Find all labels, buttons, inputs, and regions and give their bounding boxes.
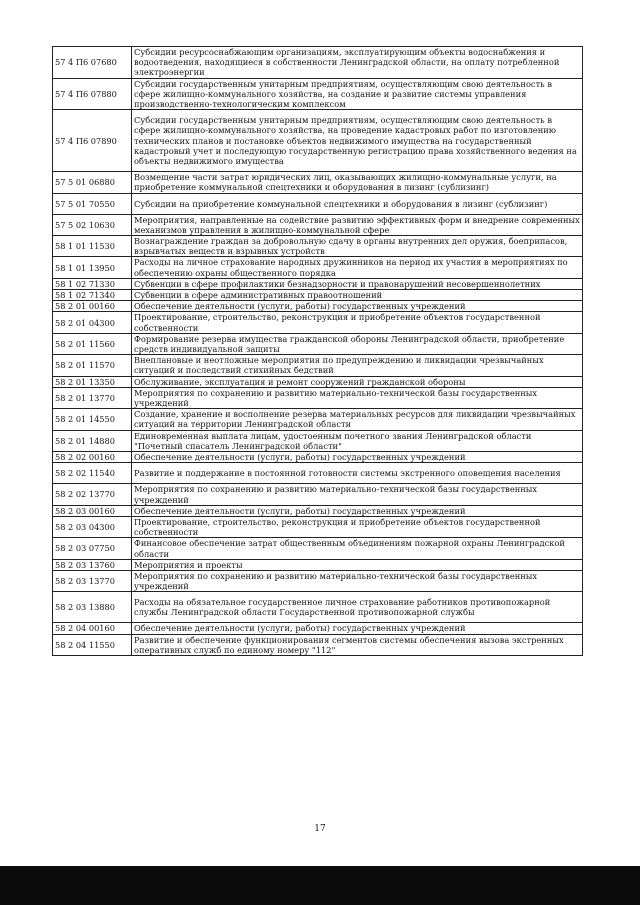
row-code: 58 2 01 14880 [53, 430, 132, 451]
row-code: 58 2 04 11550 [53, 634, 132, 655]
row-code: 58 1 02 71340 [53, 290, 132, 301]
row-description: Расходы на личное страхование народных дружинников на период их участия в мероприятиях по обеспечению охраны общественного порядка [132, 257, 583, 278]
row-description: Обеспечение деятельности (услуги, работы) государственных учреждений [132, 452, 583, 463]
row-description: Мероприятия и проекты [132, 559, 583, 570]
table-row [53, 78, 583, 110]
row-description: Субвенции в сфере профилактики безнадзорности и правонарушений несовершеннолетних [132, 278, 583, 289]
row-description: Обслуживание, эксплуатация и ремонт сооружений гражданской обороны [132, 376, 583, 387]
table-row [53, 570, 583, 591]
row-code: 58 2 02 13770 [53, 484, 132, 505]
row-code: 58 2 03 07750 [53, 538, 132, 559]
row-description: Субсидии ресурсоснабжающим организациям, эксплуатирующим объекты водоснабжения и водоотведения, находящиеся в собственности Ленинградской области, на оплату потребленной электроэнергии [132, 47, 583, 79]
row-code: 57 5 02 10630 [53, 214, 132, 235]
row-code: 57 4 П6 07680 [53, 47, 132, 79]
row-code: 57 4 П6 07880 [53, 78, 132, 110]
row-description: Внеплановые и неотложные мероприятия по предупреждению и ликвидации чрезвычайных ситуаций и последствий стихийных бедствий [132, 355, 583, 376]
row-code: 57 5 01 70550 [53, 193, 132, 214]
table-row [53, 376, 583, 387]
row-code: 58 2 01 11570 [53, 355, 132, 376]
row-code: 58 1 02 71330 [53, 278, 132, 289]
row-description: Финансовое обеспечение затрат общественным объединениям пожарной охраны Ленинградской области [132, 538, 583, 559]
table-row [53, 301, 583, 312]
table-row [53, 257, 583, 278]
table-row [53, 236, 583, 257]
row-description: Создание, хранение и восполнение резерва материальных ресурсов для ликвидации чрезвычайных ситуаций на территории Ленинградской области [132, 409, 583, 430]
table-row [53, 355, 583, 376]
table-row [53, 312, 583, 333]
row-description: Мероприятия по сохранению и развитию материально-технической базы государственных учреждений [132, 387, 583, 408]
table-row [53, 290, 583, 301]
table-row [53, 452, 583, 463]
table-row [53, 193, 583, 214]
row-description: Субсидии на приобретение коммунальной спецтехники и оборудования в лизинг (сублизинг) [132, 193, 583, 214]
table-row [53, 484, 583, 505]
row-description: Обеспечение деятельности (услуги, работы) государственных учреждений [132, 505, 583, 516]
row-code: 58 2 03 13770 [53, 570, 132, 591]
row-description: Мероприятия, направленные на содействие развитию эффективных форм и внедрение современных механизмов управления в жилищно-коммунальной сфере [132, 214, 583, 235]
table-row [53, 463, 583, 484]
row-description: Вознаграждение граждан за добровольную сдачу в органы внутренних дел оружия, боеприпасов, взрывчатых веществ и взрывных устройств [132, 236, 583, 257]
row-description: Единовременная выплата лицам, удостоенным почетного звания Ленинградской области "Почетный спасатель Ленинградской области" [132, 430, 583, 451]
row-description: Возмещение части затрат юридических лиц, оказывающих жилищно-коммунальные услуги, на приобретение коммунальной спецтехники и оборудования в лизинг (сублизинг) [132, 172, 583, 193]
row-description: Обеспечение деятельности (услуги, работы) государственных учреждений [132, 301, 583, 312]
row-description: Субсидии государственным унитарным предприятиям, осуществляющим свою деятельность в сфере жилищно-коммунального хозяйства, на проведение кадастровых работ по изготовлению технических планов и постановке объектов недвижимого имущества на государственный кадастровый учет и последующую государственную регистрацию права хозяйственного ведения на объекты недвижимого имущества [132, 110, 583, 172]
row-description: Субвенции в сфере административных правоотношений [132, 290, 583, 301]
row-code: 57 4 П6 07890 [53, 110, 132, 172]
row-code: 58 2 01 14550 [53, 409, 132, 430]
row-description: Обеспечение деятельности (услуги, работы) государственных учреждений [132, 623, 583, 634]
row-code: 58 2 03 13880 [53, 592, 132, 623]
budget-codes-table [52, 46, 583, 656]
table-body [53, 47, 583, 656]
table-row [53, 516, 583, 537]
row-description: Мероприятия по сохранению и развитию материально-технической базы государственных учреждений [132, 484, 583, 505]
row-description: Мероприятия по сохранению и развитию материально-технической базы государственных учреждений [132, 570, 583, 591]
row-code: 58 2 03 04300 [53, 516, 132, 537]
row-description: Расходы на обязательное государственное личное страхование работников противопожарной службы Ленинградской области Государственной противопожарной службы [132, 592, 583, 623]
table-row [53, 214, 583, 235]
row-code: 57 5 01 06880 [53, 172, 132, 193]
row-code: 58 1 01 11530 [53, 236, 132, 257]
table-row [53, 592, 583, 623]
table-row [53, 110, 583, 172]
scan-bottom-band [0, 866, 640, 905]
row-code: 58 2 01 13350 [53, 376, 132, 387]
row-code: 58 2 02 11540 [53, 463, 132, 484]
table-row [53, 409, 583, 430]
table-row [53, 172, 583, 193]
row-code: 58 2 01 04300 [53, 312, 132, 333]
row-description: Развитие и обеспечение функционирования сегментов системы обеспечения вызова экстренных оперативных служб по единому номеру "112" [132, 634, 583, 655]
table-row [53, 333, 583, 354]
table-row [53, 559, 583, 570]
table-row [53, 634, 583, 655]
row-description: Субсидии государственным унитарным предприятиям, осуществляющим свою деятельность в сфере жилищно-коммунального хозяйства, на создание и развитие системы управления производственно-технологическим комплексом [132, 78, 583, 110]
row-code: 58 2 03 00160 [53, 505, 132, 516]
row-description: Формирование резерва имущества гражданской обороны Ленинградской области, приобретение средств индивидуальной защиты [132, 333, 583, 354]
row-code: 58 2 01 11560 [53, 333, 132, 354]
table-row [53, 278, 583, 289]
row-code: 58 1 01 13950 [53, 257, 132, 278]
row-description: Развитие и поддержание в постоянной готовности системы экстренного оповещения населения [132, 463, 583, 484]
table-row [53, 387, 583, 408]
table-row [53, 47, 583, 79]
row-code: 58 2 01 13770 [53, 387, 132, 408]
row-code: 58 2 01 00160 [53, 301, 132, 312]
row-description: Проектирование, строительство, реконструкция и приобретение объектов государственной собственности [132, 516, 583, 537]
table-row [53, 623, 583, 634]
row-code: 58 2 02 00160 [53, 452, 132, 463]
page-number: 17 [314, 824, 326, 834]
row-code: 58 2 03 13760 [53, 559, 132, 570]
row-code: 58 2 04 00160 [53, 623, 132, 634]
row-description: Проектирование, строительство, реконструкция и приобретение объектов государственной собственности [132, 312, 583, 333]
table-row [53, 430, 583, 451]
table-row [53, 505, 583, 516]
table-row [53, 538, 583, 559]
